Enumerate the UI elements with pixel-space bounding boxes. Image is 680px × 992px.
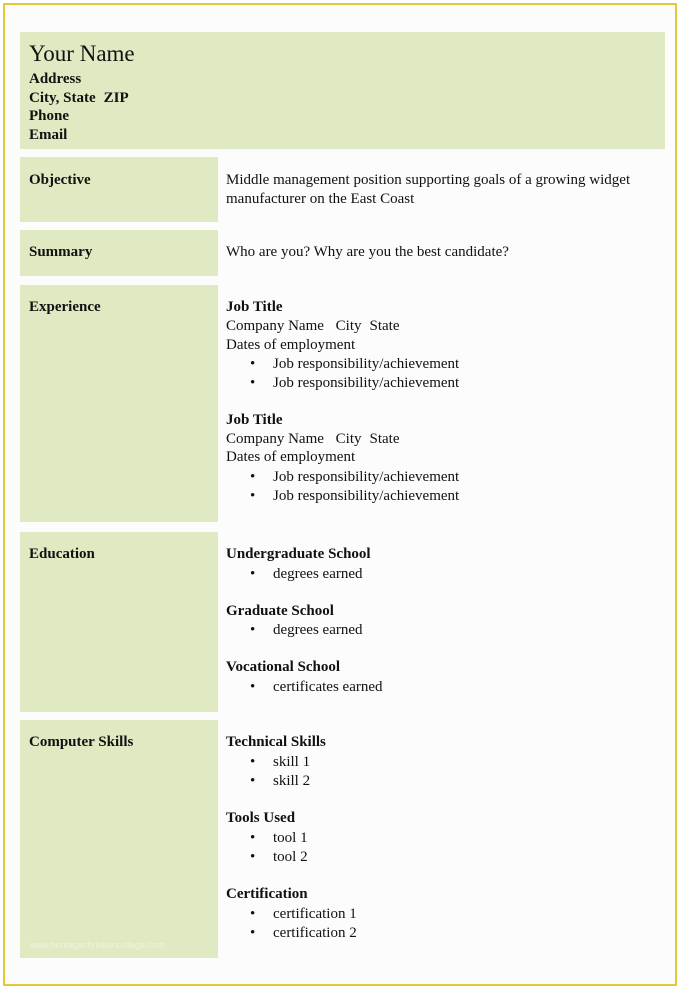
skill-item: skill 2 (273, 773, 311, 789)
bullet-icon: • (250, 375, 256, 391)
company-state: State (369, 431, 400, 447)
company-city: City (335, 318, 362, 334)
bullet-icon: • (250, 488, 256, 504)
experience-label: Experience (29, 299, 101, 315)
job-title: Job Title (226, 299, 283, 315)
resume-page (3, 3, 677, 986)
bullet-icon: • (250, 906, 256, 922)
tool-item: tool 2 (273, 849, 308, 865)
company-city: City (335, 431, 362, 447)
school-detail: degrees earned (273, 566, 363, 582)
school-detail: degrees earned (273, 622, 363, 638)
certification-item: certification 1 (273, 906, 357, 922)
skills-label-panel (20, 720, 218, 958)
skill-group-name: Tools Used (226, 810, 296, 826)
job-title: Job Title (226, 412, 283, 428)
summary-label-panel (20, 230, 218, 276)
phone-line: Phone (29, 108, 70, 124)
objective-text-line-1: Middle management position supporting goals of a growing widget (226, 172, 631, 188)
bullet-icon: • (250, 754, 256, 770)
employment-dates: Dates of employment (226, 337, 356, 353)
employment-dates: Dates of employment (226, 449, 356, 465)
school-detail: certificates earned (273, 679, 383, 695)
bullet-icon: • (250, 773, 256, 789)
email-line: Email (29, 126, 68, 143)
bullet-icon: • (250, 469, 256, 485)
experience-label-panel (20, 285, 218, 522)
tool-item: tool 1 (273, 830, 308, 846)
company-name: Company Name (226, 431, 324, 447)
company-line (226, 431, 400, 448)
skill-group-name: Certification (226, 886, 308, 902)
job-achievement: Job responsibility/achievement (273, 356, 460, 372)
zip: ZIP (103, 89, 129, 106)
city-state: City, State (29, 89, 96, 106)
company-state: State (369, 318, 400, 334)
bullet-icon: • (250, 849, 256, 865)
skill-group-name: Technical Skills (226, 734, 326, 750)
job-achievement: Job responsibility/achievement (273, 375, 460, 391)
education-label-panel (20, 532, 218, 712)
objective-label: Objective (29, 172, 91, 188)
bullet-icon: • (250, 830, 256, 846)
watermark-text: www.heritagechristiancollege.com (29, 940, 165, 950)
summary-text: Who are you? Why are you the best candidate? (226, 244, 509, 260)
objective-label-panel (20, 157, 218, 222)
bullet-icon: • (250, 356, 256, 372)
bullet-icon: • (250, 566, 256, 582)
candidate-name: Your Name (29, 41, 135, 66)
company-name: Company Name (226, 318, 324, 334)
school-name: Vocational School (226, 659, 341, 675)
city-state-zip-line (29, 89, 665, 108)
job-achievement: Job responsibility/achievement (273, 488, 460, 504)
skills-label: Computer Skills (29, 734, 134, 750)
bullet-icon: • (250, 622, 256, 638)
skill-item: skill 1 (273, 754, 311, 770)
school-name: Undergraduate School (226, 546, 371, 562)
address-line: Address (29, 71, 82, 87)
company-line (226, 318, 400, 335)
bullet-icon: • (250, 679, 256, 695)
education-label: Education (29, 546, 95, 562)
certification-item: certification 2 (273, 925, 357, 941)
summary-label: Summary (29, 244, 93, 260)
objective-text-line-2: manufacturer on the East Coast (226, 191, 415, 207)
header-panel (20, 32, 665, 149)
bullet-icon: • (250, 925, 256, 941)
school-name: Graduate School (226, 603, 334, 619)
job-achievement: Job responsibility/achievement (273, 469, 460, 485)
